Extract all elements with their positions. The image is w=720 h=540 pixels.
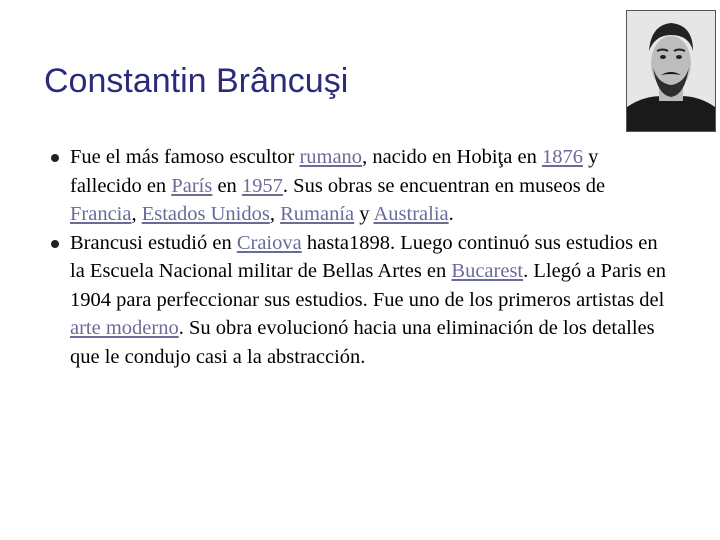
link-1876[interactable]: 1876	[541, 146, 583, 168]
bullet-text: y fallecido en	[70, 146, 599, 197]
link-1957[interactable]: 1957	[241, 174, 283, 197]
bullet-text: ,	[131, 203, 142, 225]
slide-title: Constantin Brâncuşi	[44, 62, 349, 100]
bullet-text: . Su obra evolucionó hacia una eliminación de los detalles que le condujo casi a la abstracción.	[70, 317, 655, 368]
bullet-text: . Sus obras se encuentran en museos de	[282, 174, 606, 197]
link-craiova[interactable]: Craiova	[236, 231, 302, 254]
link-bucarest[interactable]: Bucarest	[451, 260, 524, 282]
bullet-item	[44, 229, 674, 372]
bullet-dot	[51, 154, 59, 162]
bullet-text: ,	[269, 203, 281, 225]
link-estados-unidos[interactable]: Estados Unidos	[141, 203, 270, 225]
bullet-text: Fue el más famoso escultor	[70, 146, 300, 168]
bullet-text: Brancusi estudió en	[70, 231, 237, 254]
link-australia[interactable]: Australia	[373, 203, 449, 225]
link-paris[interactable]: París	[171, 174, 213, 197]
bullet-text: , nacido en Hobiţa en	[362, 146, 542, 168]
portrait-photo	[626, 10, 716, 132]
bullet-text: hasta1898. Luego continuó sus estudios en la Escuela Nacional militar de Bellas Artes en	[70, 231, 658, 282]
link-rumania[interactable]: Rumanía	[280, 203, 355, 225]
bullet-list	[44, 143, 674, 371]
bullet-text: .	[448, 203, 454, 225]
bullet-text: y	[354, 203, 374, 225]
bullet-text: en	[212, 174, 242, 197]
link-arte-moderno[interactable]: arte moderno	[70, 317, 179, 339]
bullet-dot	[51, 240, 59, 248]
bullet-text: . Llegó a Paris en 1904 para perfeccionar sus estudios. Fue uno de los primeros artistas del	[70, 260, 667, 311]
bullet-item	[44, 143, 674, 229]
link-francia[interactable]: Francia	[70, 203, 132, 225]
link-rumano[interactable]: rumano	[299, 146, 363, 168]
